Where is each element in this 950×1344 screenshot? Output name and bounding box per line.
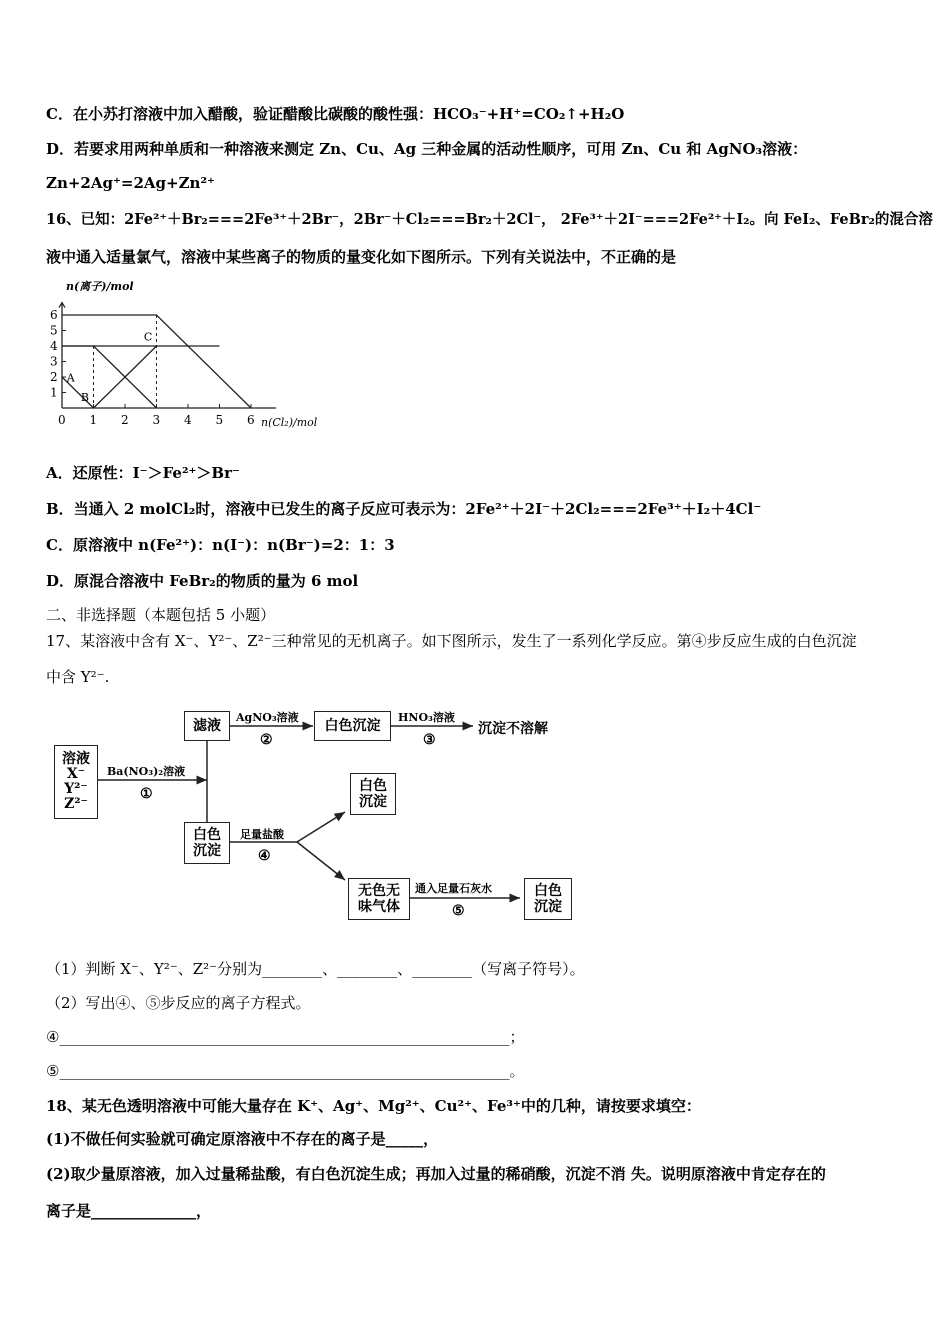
q17-stem-line1: 17、某溶液中含有 X⁻、Y²⁻、Z²⁻三种常见的无机离子。如下图所示，发生了一系列化学反应。第④步反应生成的白色沉淀: [46, 632, 857, 650]
step1-number: ①: [140, 786, 153, 802]
y-tick-label: 1: [50, 385, 58, 400]
step4-number: ④: [258, 848, 271, 864]
white-precipitate-3-line2: 沉淀: [359, 794, 387, 810]
white-precipitate-box-3: [350, 773, 396, 815]
x-tick-label: 4: [184, 413, 192, 427]
q18-sub1: (1)不做任何实验就可确定原溶液中不存在的离子是_____，: [46, 1130, 439, 1148]
y-tick-label: 6: [50, 308, 58, 322]
white-precipitate-box-4: [524, 878, 572, 920]
q16-stem-line1: 16、已知：2Fe²⁺＋Br₂===2Fe³⁺＋2Br⁻，2Br⁻＋Cl₂===Br₂＋2Cl⁻， 2Fe³⁺＋2I⁻===2Fe²⁺＋I₂。向 FeI₂、FeBr₂的混合溶: [46, 211, 933, 228]
solution-ion-x: X⁻: [66, 766, 86, 782]
y-axis-label: n(离子)/mol: [66, 280, 134, 293]
x-tick-label: 6: [247, 413, 255, 427]
x-tick-label: 5: [215, 413, 224, 427]
q15-option-d-equation: Zn+2Ag⁺=2Ag+Zn²⁺: [46, 174, 215, 192]
y-tick-label: 4: [50, 339, 58, 353]
q17-sub2: （2）写出④、⑤步反应的离子方程式。: [46, 994, 311, 1012]
q15-option-c: C．在小苏打溶液中加入醋酸，验证醋酸比碳酸的酸性强：HCO₃⁻+H⁺=CO₂↑+H₂O: [46, 105, 625, 123]
y-tick-label: 2: [50, 370, 58, 384]
step2-reagent: AgNO₃溶液: [236, 711, 299, 724]
q17-sub1: （1）判断 X⁻、Y²⁻、Z²⁻分别为________、________、________（写离子符号）。: [46, 960, 585, 978]
q18-sub2-line2: 离子是______________，: [46, 1202, 212, 1220]
q17-equation-5: ⑤____________________________________________________________。: [46, 1062, 525, 1080]
colorless-gas-line2: 味气体: [358, 899, 400, 915]
step5-reagent: 通入足量石灰水: [415, 882, 492, 895]
series-label-a: A: [66, 371, 75, 385]
solution-box: [54, 745, 98, 819]
step1-reagent: Ba(NO₃)₂溶液: [107, 765, 186, 778]
insoluble-text: 沉淀不溶解: [478, 721, 548, 737]
x-tick-label: 1: [89, 413, 98, 427]
white-precipitate-2-line2: 沉淀: [193, 843, 221, 859]
q18-stem: 18、某无色透明溶液中可能大量存在 K⁺、Ag⁺、Mg²⁺、Cu²⁺、Fe³⁺中的几种，请按要求填空：: [46, 1097, 701, 1115]
x-tick-label: 0: [58, 413, 66, 427]
white-precipitate-4-line1: 白色: [534, 883, 562, 899]
q16-stem-line2: 液中通入适量氯气，溶液中某些离子的物质的量变化如下图所示。下列有关说法中，不正确的是: [46, 248, 677, 266]
y-tick-label: 3: [50, 354, 58, 369]
step4-reagent: 足量盐酸: [240, 828, 284, 841]
x-tick-label: 2: [121, 413, 129, 427]
step3-number: ③: [423, 732, 436, 748]
white-precipitate-4-line2: 沉淀: [534, 899, 562, 915]
q16-option-d: D．原混合溶液中 FeBr₂的物质的量为 6 mol: [46, 572, 359, 590]
x-tick-label: 3: [152, 413, 161, 427]
q17-stem-line2: 中含 Y²⁻.: [46, 668, 110, 686]
series-label-c: C: [143, 330, 153, 344]
q16-option-a: A．还原性：I⁻＞Fe²⁺＞Br⁻: [46, 464, 240, 482]
x-axis-label: n(Cl₂)/mol: [261, 416, 318, 429]
white-precipitate-box-1: 白色沉淀: [314, 711, 391, 741]
step3-reagent: HNO₃溶液: [398, 711, 455, 724]
q16-option-c: C．原溶液中 n(Fe²⁺)：n(I⁻)：n(Br⁻)=2：1：3: [46, 536, 395, 554]
q15-option-d: D．若要求用两种单质和一种溶液来测定 Zn、Cu、Ag 三种金属的活动性顺序，可用 Zn、Cu 和 AgNO₃溶液：: [46, 140, 808, 158]
colorless-gas-line1: 无色无: [358, 883, 400, 899]
q17-equation-4: ④____________________________________________________________；: [46, 1028, 525, 1046]
white-precipitate-2-line1: 白色: [193, 827, 221, 843]
section-heading: 二、非选择题（本题包括 5 小题）: [46, 606, 276, 624]
solution-ion-z: Z²⁻: [64, 796, 88, 812]
step2-number: ②: [260, 732, 273, 748]
q18-sub2-line1: (2)取少量原溶液，加入过量稀盐酸，有白色沉淀生成；再加入过量的稀硝酸，沉淀不消 失。说明原溶液中肯定存在的: [46, 1165, 826, 1183]
y-tick-label: 5: [50, 323, 58, 338]
q16-option-b: B．当通入 2 molCl₂时，溶液中已发生的离子反应可表示为：2Fe²⁺＋2I⁻＋2Cl₂===2Fe³⁺＋I₂＋4Cl⁻: [46, 500, 762, 518]
white-precipitate-box-2: [184, 822, 230, 864]
step5-number: ⑤: [452, 903, 465, 919]
series-label-b: B: [80, 391, 89, 405]
filtrate-box: 滤液: [184, 711, 230, 741]
solution-label: 溶液: [62, 751, 90, 767]
white-precipitate-3-line1: 白色: [359, 778, 387, 794]
colorless-gas-box: [348, 878, 410, 920]
solution-ion-y: Y²⁻: [64, 781, 88, 797]
